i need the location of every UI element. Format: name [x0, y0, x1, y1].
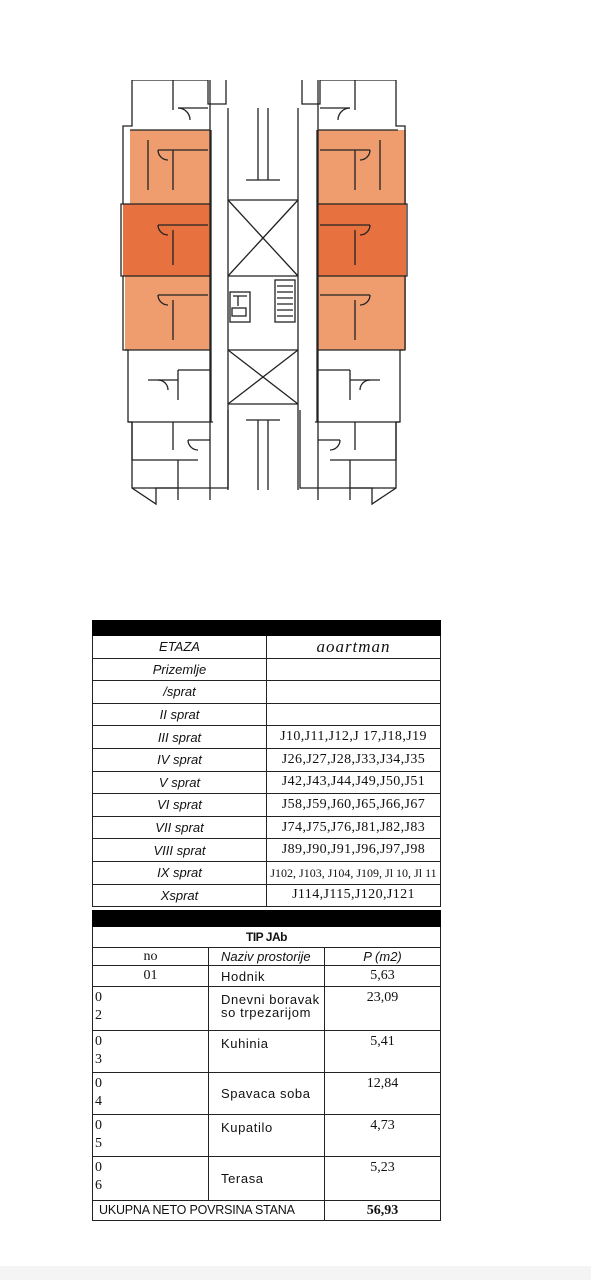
room-area: 5,23	[325, 1157, 441, 1201]
floor-label: VII sprat	[93, 816, 267, 839]
header-floor: ETAZA	[93, 636, 267, 659]
room-row	[93, 1073, 441, 1115]
floor-label: III sprat	[93, 726, 267, 749]
header-area: P (m2)	[325, 948, 441, 966]
room-area: 5,63	[325, 966, 441, 987]
header-no: no	[93, 948, 209, 966]
floor-label: Prizemlje	[93, 658, 267, 681]
floor-apartments: J42,J43,J44,J49,J50,J51	[267, 771, 441, 794]
rooms-table-title-row	[93, 927, 441, 948]
header-apartment: aoartman	[267, 636, 441, 659]
floor-apartments: J102, J103, J104, J109, Jl 10, Jl 11	[267, 861, 441, 884]
room-row	[93, 1157, 441, 1201]
floor-apartments: J74,J75,J76,J81,J82,J83	[267, 816, 441, 839]
header-room-name: Naziv prostorije	[209, 948, 325, 966]
room-row	[93, 987, 441, 1031]
apartment-right-lower	[318, 276, 406, 350]
floor-row	[93, 794, 441, 817]
floor-plan-drawing	[118, 80, 410, 512]
floor-row	[93, 658, 441, 681]
floor-row	[93, 748, 441, 771]
floor-apartments: J58,J59,J60,J65,J66,J67	[267, 794, 441, 817]
room-name: Hodnik	[209, 966, 325, 987]
apartment-right-upper	[318, 130, 406, 204]
rooms-table-header-row	[93, 948, 441, 966]
floor-label: II sprat	[93, 703, 267, 726]
floor-row	[93, 681, 441, 704]
apartment-left-upper	[130, 130, 210, 204]
room-no: 0 5	[93, 1115, 209, 1157]
floor-plan	[118, 80, 410, 512]
floors-table-top-bar	[93, 621, 441, 636]
total-row	[93, 1201, 441, 1221]
floors-table	[92, 620, 441, 907]
floor-apartments: J26,J27,J28,J33,J34,J35	[267, 748, 441, 771]
apartment-left-middle	[123, 204, 211, 276]
total-label: UKUPNA NETO POVRSINA STANA	[93, 1201, 325, 1221]
floor-row	[93, 884, 441, 907]
room-no: 0 2	[93, 987, 209, 1031]
floor-row	[93, 703, 441, 726]
floor-apartments	[267, 703, 441, 726]
rooms-table-top-bar	[93, 911, 441, 927]
room-area: 12,84	[325, 1073, 441, 1115]
rooms-table	[92, 910, 441, 1221]
room-name: Terasa	[209, 1157, 325, 1201]
room-no: 01	[93, 966, 209, 987]
floor-label: IV sprat	[93, 748, 267, 771]
room-name: Dnevni boravak so trpezarijom	[209, 987, 325, 1031]
floor-apartments: J114,J115,J120,J121	[267, 884, 441, 907]
total-value: 56,93	[325, 1201, 441, 1221]
apartment-left-lower	[125, 276, 211, 350]
floor-label: Xsprat	[93, 884, 267, 907]
floor-row	[93, 726, 441, 749]
apartment-right-middle	[318, 204, 406, 276]
floor-label: VIII sprat	[93, 839, 267, 862]
floor-apartments: J10,J11,J12,J 17,J18,J19	[267, 726, 441, 749]
room-name: Spavaca soba	[209, 1073, 325, 1115]
room-row	[93, 1115, 441, 1157]
floor-apartments	[267, 658, 441, 681]
floor-apartments: J89,J90,J91,J96,J97,J98	[267, 839, 441, 862]
floor-row	[93, 771, 441, 794]
room-no: 0 3	[93, 1031, 209, 1073]
floor-row	[93, 816, 441, 839]
room-row	[93, 966, 441, 987]
room-name: Kupatilo	[209, 1115, 325, 1157]
floor-apartments	[267, 681, 441, 704]
room-no: 0 6	[93, 1157, 209, 1201]
room-area: 23,09	[325, 987, 441, 1031]
floor-row	[93, 861, 441, 884]
bottom-strip	[0, 1266, 591, 1280]
room-name: Kuhinia	[209, 1031, 325, 1073]
room-no: 0 4	[93, 1073, 209, 1115]
room-row	[93, 1031, 441, 1073]
floor-label: V sprat	[93, 771, 267, 794]
room-area: 4,73	[325, 1115, 441, 1157]
apartment-type-title: TIP JAb	[93, 927, 441, 948]
floor-label: /sprat	[93, 681, 267, 704]
floor-row	[93, 839, 441, 862]
floor-label: IX sprat	[93, 861, 267, 884]
room-area: 5,41	[325, 1031, 441, 1073]
floors-table-header-row	[93, 636, 441, 659]
floor-label: VI sprat	[93, 794, 267, 817]
